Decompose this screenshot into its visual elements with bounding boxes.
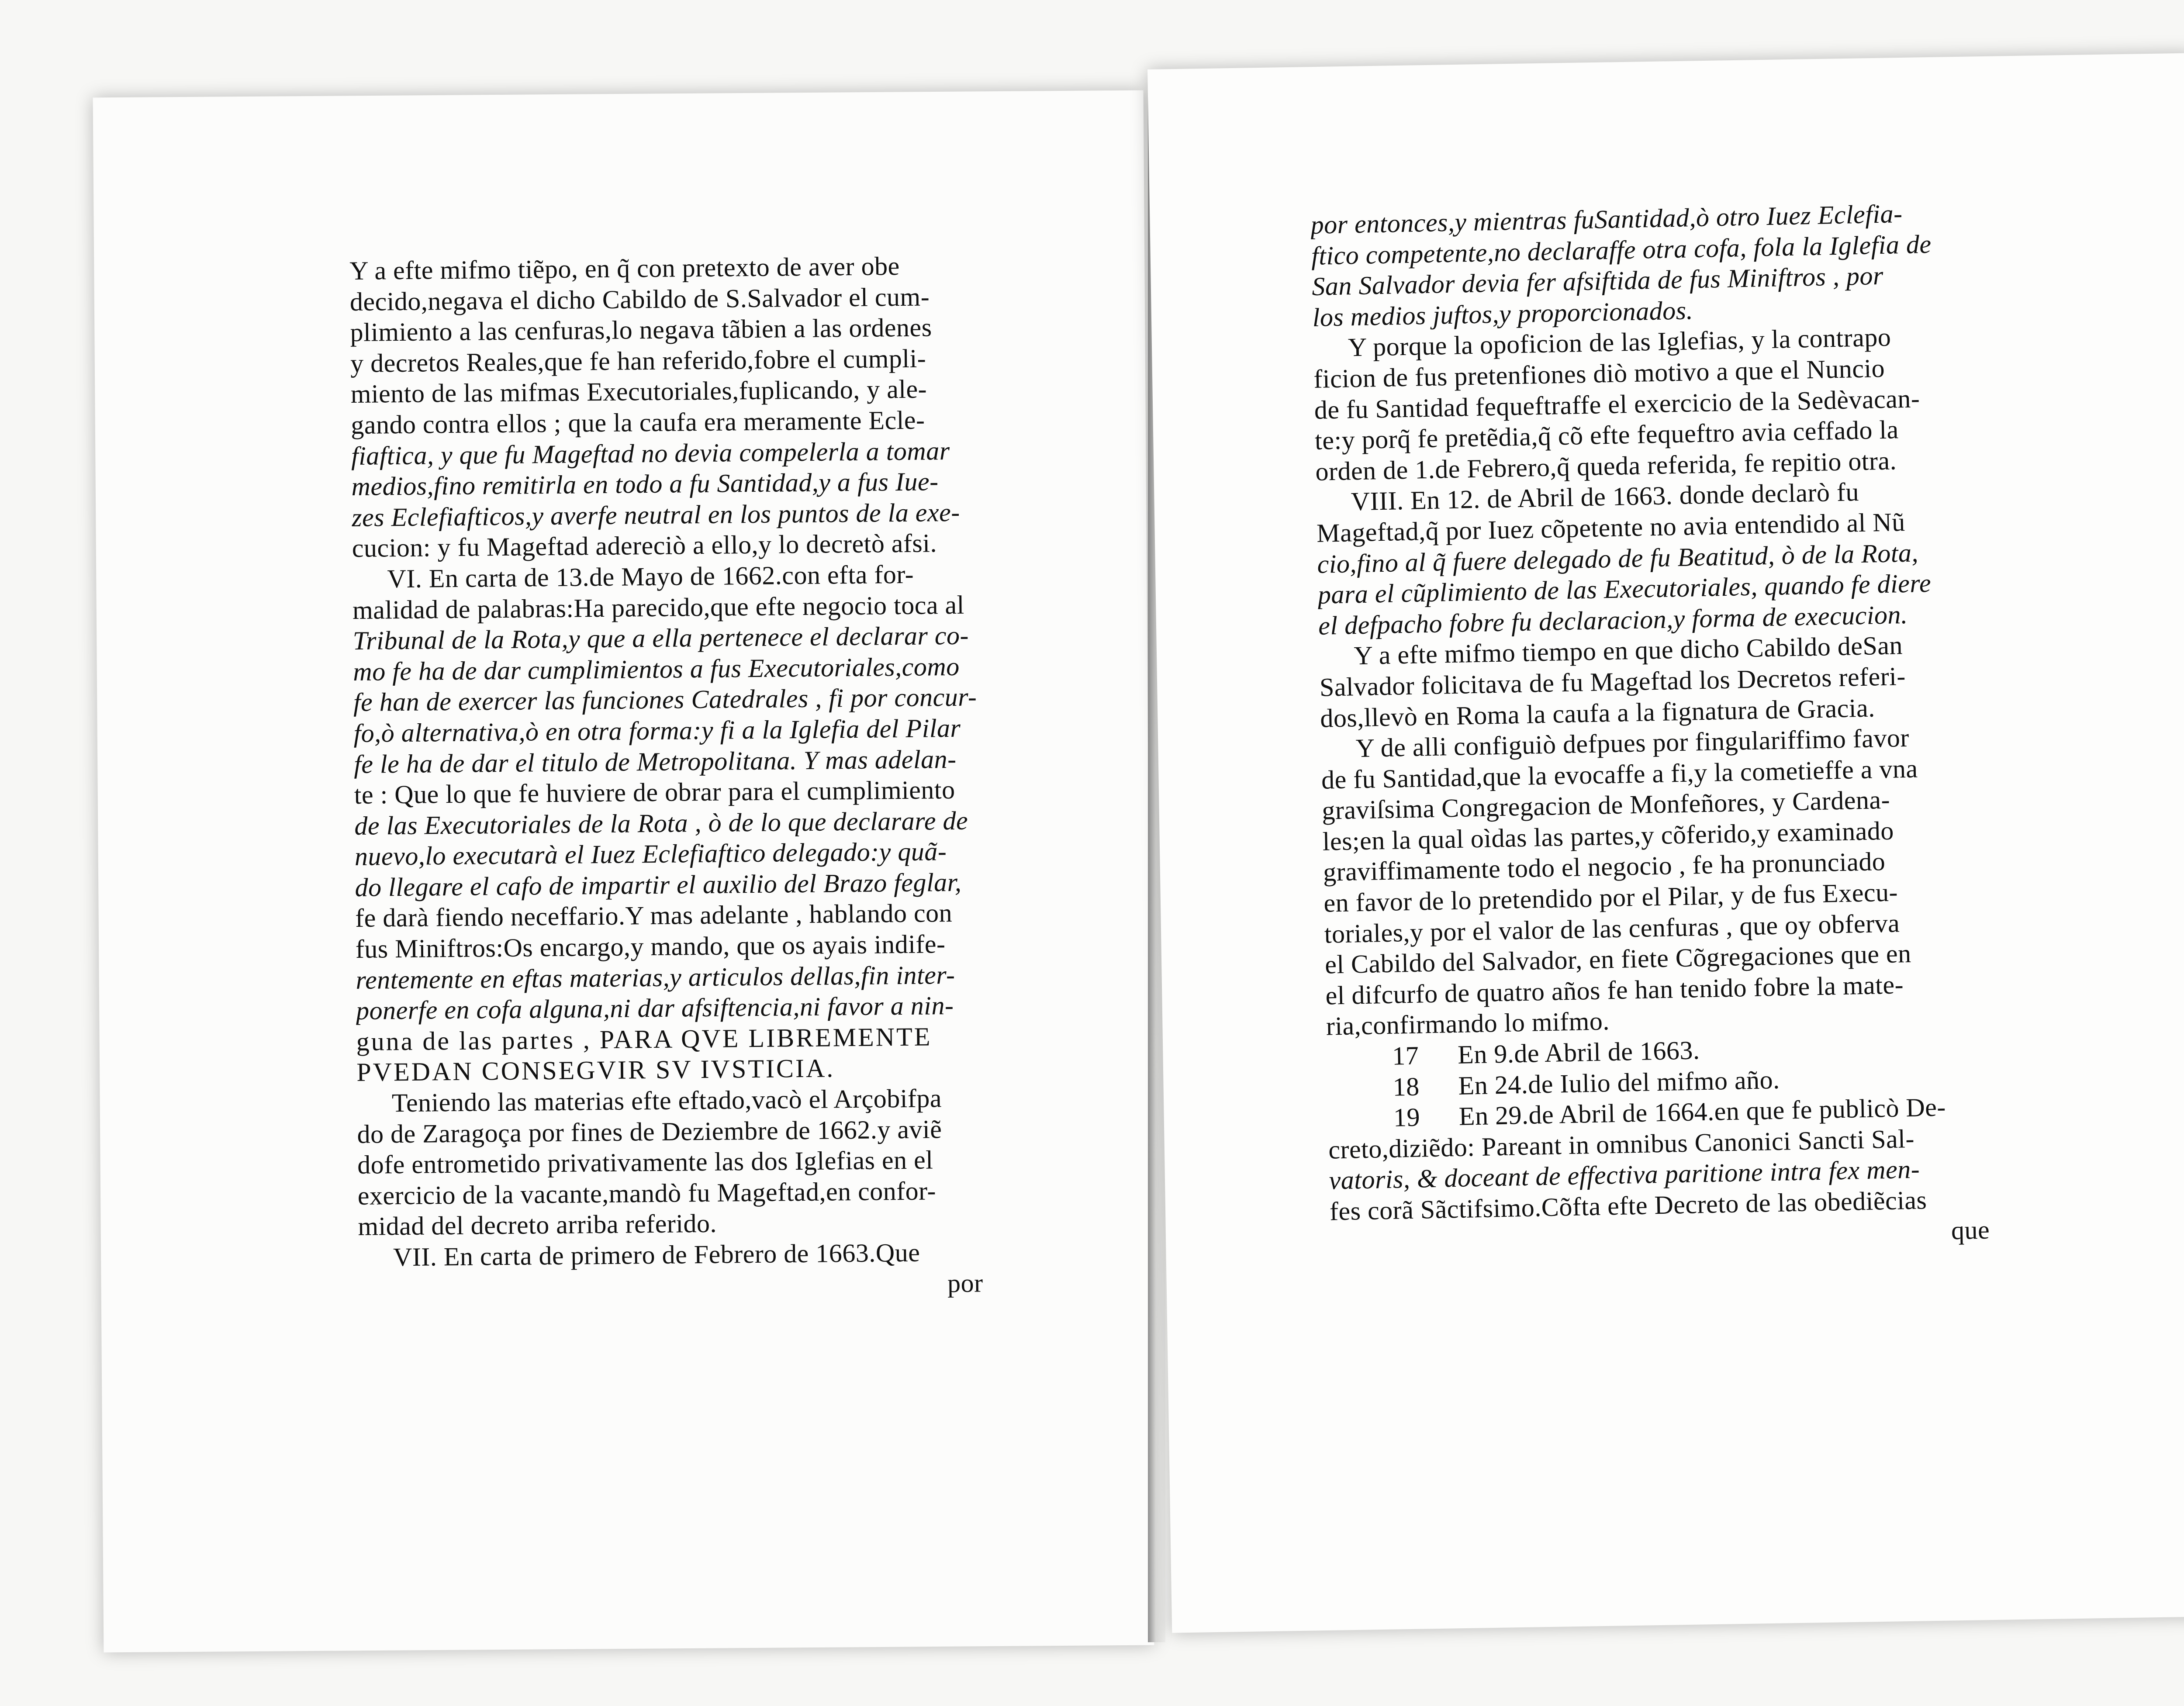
text-line (351, 404, 998, 441)
line-text: por (947, 1268, 983, 1298)
line-text: fe le ha de dar el titulo de Metropolitana. Y mas adelan- (353, 744, 957, 779)
line-text: zes Eclefiafticos,y averfe neutral en los puntos de la exe- (351, 497, 960, 532)
line-text: y decretos Reales,que fe han referido,fobre el cumpli- (350, 344, 926, 378)
line-text: graviffimamente todo el negocio , fe ha pronunciado (1323, 847, 1886, 887)
text-line (350, 373, 997, 410)
text-line (358, 1267, 1005, 1304)
line-text: creto,diziẽdo: Pareant in omnibus Canonici Sancti Sal- (1328, 1124, 1915, 1164)
text-line (357, 1144, 1004, 1181)
line-text: nuevo,lo executarà el Iuez Eclefiaftico delegado:y quã- (354, 837, 947, 871)
text-line (353, 681, 1000, 718)
line-text: Y porque la opoficion de las Iglefias, y la contrapo (1348, 322, 1891, 362)
line-text: dos,llevò en Roma la caufa a la fignatura de Gracia. (1320, 693, 1876, 733)
text-line (354, 743, 1001, 780)
text-line (352, 497, 999, 533)
text-line (355, 836, 1002, 872)
line-text: Y a efte mifmo tiempo en que dicho Cabildo deSan (1353, 631, 1903, 670)
text-line (352, 620, 999, 656)
text-line (358, 1236, 1005, 1273)
text-line (357, 1113, 1004, 1150)
marginal-number: 19 (1393, 1102, 1420, 1132)
text-line (352, 558, 999, 595)
line-text: miento de las mifmas Executoriales,fuplicando, y ale- (350, 374, 927, 409)
line-text: cio,fino al q̃ fuere delegado de fu Beatitud, ò de la Rota, (1317, 538, 1919, 579)
line-text: do de Zaragoça por fines de Deziembre de 1662.y aviẽ (357, 1114, 942, 1149)
line-text: En 24.de Iulio del mifmo año. (1458, 1065, 1780, 1100)
line-text: te : Que lo que fe huviere de obrar para el cumplimiento (354, 775, 955, 810)
text-line (355, 867, 1002, 903)
line-text: fiaftica, y que fu Mageftad no devia compelerla a tomar (351, 436, 950, 470)
line-text: ficion de fus pretenfiones diò motivo a que el Nuncio (1313, 353, 1885, 394)
line-text: de fu Santidad fequeftraffe el exercicio de la Sedèvacan- (1314, 383, 1920, 425)
line-text: Y de alli configuiò defpues por fingulariffimo favor (1355, 723, 1910, 763)
line-text: VIII. En 12. de Abril de 1663. donde declarò fu (1351, 477, 1859, 516)
line-text: fe darà fiendo neceffario.Y mas adelante , hablando con (355, 898, 953, 933)
line-text: rentemente en eftas materias,y articulos dellas,fin inter- (356, 960, 955, 995)
text-line (357, 1175, 1004, 1212)
line-text: de fu Santidad,que la evocaffe a fi,y la cometieffe a vna (1321, 754, 1918, 794)
line-text: Salvador folicitava de fu Mageftad los Decretos referi- (1319, 661, 1906, 702)
line-text: les;en la qual oìdas las partes,y cõferido,y examinado (1322, 816, 1894, 856)
line-text: cucion: y fu Mageftad adereciò a ello,y lo decretò afsi. (352, 528, 937, 563)
line-text: VII. En carta de primero de Febrero de 1663.Que (393, 1238, 920, 1272)
line-text: Teniendo las materias efte eftado,vacò el Arçobifpa (391, 1084, 942, 1118)
line-text: Mageftad,q̃ por Iuez cõpetente no avia entendido al Nũ (1316, 507, 1906, 548)
text-line (354, 774, 1001, 811)
text-line (349, 250, 996, 287)
text-line (355, 897, 1002, 934)
line-text: do llegare el cafo de impartir el auxilio del Brazo feglar, (355, 867, 962, 902)
left-text-column (349, 250, 1005, 1304)
text-line (356, 959, 1002, 996)
line-text: fus Miniftros:Os encargo,y mando, que os ayais indife- (355, 929, 946, 964)
line-text: San Salvador devia fer afsiftida de fus Miniftros , por (1311, 261, 1884, 301)
line-text: midad del decreto arriba referido. (358, 1209, 717, 1241)
line-text: VI. En carta de 13.de Mayo de 1662.con efta for- (387, 559, 914, 594)
line-text: ria,confirmando lo mifmo. (1326, 1006, 1610, 1041)
line-text: que (1951, 1215, 1990, 1245)
line-text: exercicio de la vacante,mandò fu Mageftad,en confor- (357, 1176, 936, 1210)
line-text: malidad de palabras:Ha parecido,que efte negocio toca al (352, 590, 965, 625)
text-line (356, 1021, 1003, 1057)
text-line (350, 311, 997, 348)
line-text: Y a efte mifmo tiẽpo, en q̃ con pretexto de aver obe (349, 252, 900, 285)
text-line (353, 651, 1000, 687)
line-text: mo fe ha de dar cumplimientos a fus Executoriales,como (353, 652, 960, 686)
text-line (350, 281, 997, 318)
line-text: En 29.de Abril de 1664.en que fe publicò De- (1458, 1092, 1946, 1131)
line-text: plimiento a las cenfuras,lo negava tãbien a las ordenes (350, 313, 932, 347)
line-text: dofe entrometido privativamente las dos Iglefias en el (357, 1145, 933, 1180)
line-text: te:y porq̃ fe pretẽdia,q̃ cõ efte fequeftro avia ceffado la (1314, 415, 1899, 456)
line-text: el defpacho fobre fu declaracion,y forma de execucion. (1318, 600, 1908, 640)
text-line (350, 342, 997, 379)
text-line (352, 589, 999, 626)
text-line (354, 805, 1001, 842)
line-text: fe han de exercer las funciones Catedrales , fi por concur- (353, 682, 977, 717)
line-text: toriales,y por el valor de las cenfuras , que oy obferva (1324, 908, 1900, 949)
line-text: fes corã Sãctifsimo.Cõfta efte Decreto de las obediẽcias (1329, 1185, 1927, 1226)
right-text-column (1310, 197, 2012, 1258)
line-text: orden de 1.de Febrero,q̃ queda referida, fe repitio otra. (1315, 446, 1897, 486)
text-line (356, 1051, 1003, 1088)
line-text: Tribunal de la Rota,y que a ella pertenece el declarar co- (352, 621, 969, 656)
text-line (351, 466, 998, 502)
line-text: medios,fino remitirla en todo a fu Santidad,y a fus Iue- (351, 467, 939, 501)
line-text: los medios juftos,y proporcionados. (1312, 296, 1693, 332)
line-text: gando contra ellos ; que la caufa era meramente Ecle- (351, 405, 925, 439)
line-text: En 9.de Abril de 1663. (1457, 1036, 1700, 1069)
marginal-number: 18 (1392, 1072, 1420, 1102)
text-line (356, 928, 1002, 965)
line-text: el difcurfo de quatro años fe han tenido fobre la mate- (1325, 970, 1904, 1010)
line-text: vatoris, & doceant de effectiva paritione intra fex men- (1329, 1155, 1920, 1195)
line-text: en favor de lo pretendido por el Pilar, y de fus Execu- (1323, 877, 1898, 918)
text-line (358, 1205, 1005, 1242)
line-text: para el cũplimiento de las Executoriales, quando fe diere (1317, 569, 1932, 609)
line-text: fo,ò alternativa,ò en otra forma:y fi a la Iglefia del Pilar (353, 713, 961, 748)
text-line (353, 712, 1000, 749)
line-text: por entonces,y mientras fuSantidad,ò otro Iuez Eclefia- (1310, 199, 1903, 239)
text-line (357, 1082, 1004, 1119)
line-text: decido,negava el dicho Cabildo de S.Salvador el cum- (349, 282, 930, 316)
text-line (356, 990, 1003, 1026)
line-text: ponerfe en cofa alguna,ni dar afsiftencia,ni favor a nin- (356, 991, 954, 1026)
line-text: ftico competente,no declaraffe otra cofa, fola la Iglefia de (1311, 229, 1932, 270)
line-text: guna de las partes , PARA QVE LIBREMENTE (356, 1022, 932, 1056)
line-text: PVEDAN CONSEGVIR SV IVSTICIA. (356, 1053, 835, 1087)
text-line (352, 527, 999, 564)
line-text: el Cabildo del Salvador, en fiete Cõgregaciones que en (1324, 939, 1912, 979)
marginal-number: 17 (1392, 1041, 1419, 1071)
line-text: graviſsima Congregacion de Monfeñores, y Cardena- (1321, 785, 1890, 825)
line-text: de las Executoriales de la Rota , ò de lo que declarare de (354, 806, 968, 840)
text-line (351, 435, 998, 472)
